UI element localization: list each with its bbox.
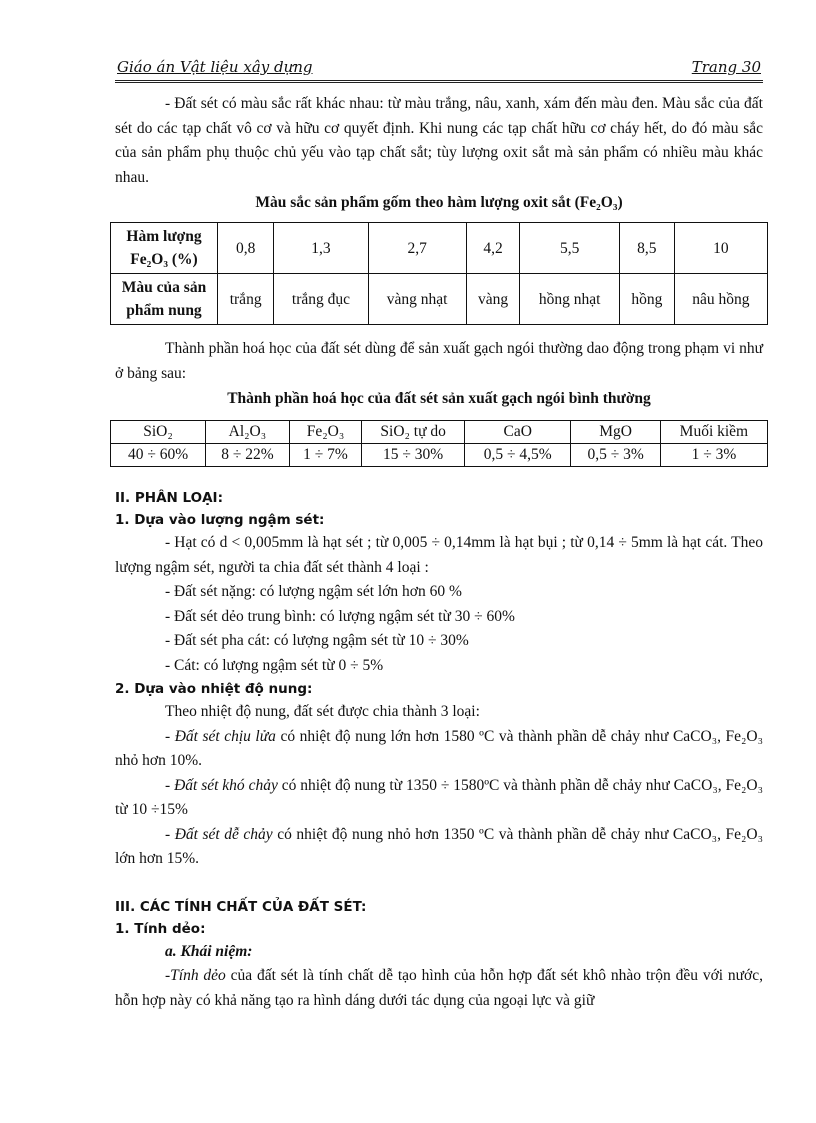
table-header-cell: SiO₂: [111, 421, 206, 444]
table-cell: hồng: [619, 274, 674, 325]
table-cell: 4,2: [466, 223, 520, 274]
table-cell: vàng nhạt: [368, 274, 466, 325]
table-row-header: Màu của sản phẩm nung: [111, 274, 218, 325]
list-item: - Đất sét nặng: có lượng ngậm sét lớn hơn 60 %: [165, 583, 462, 600]
subsection-heading-plasticity: 1. Tính dẻo:: [115, 920, 206, 937]
table-cell: 15 ÷ 30%: [362, 444, 465, 467]
table-cell: hồng nhạt: [520, 274, 619, 325]
paragraph-plasticity: -Tính dẻo của đất sét là tính chất dễ tạo hình của hỗn hợp đất sét khô nhào trộn đều với nước, hỗn hợp này có khả năng tạo ra hình dáng dưới tác dụng của ngoại lực và giữ: [115, 967, 764, 1009]
easy-melting-description: có nhiệt độ nung nhỏ hơn 1350 ºC và thành phần dễ chảy như CaCO₃, Fe₂O₃ lớn hơn 15%.: [115, 825, 763, 867]
table-cell: 8,5: [619, 223, 674, 274]
table-header-cell: Muối kiềm: [660, 421, 767, 444]
table-header-cell: SiO₂ tự do: [362, 421, 465, 444]
table-cell: vàng: [466, 274, 520, 325]
list-item: - Cát: có lượng ngậm sét từ 0 ÷ 5%: [165, 656, 384, 674]
list-item: - Đất sét dẻo trung bình: có lượng ngậm sét từ 30 ÷ 60%: [165, 607, 515, 625]
table-cell: 1 ÷ 7%: [289, 444, 361, 467]
term-plasticity: Tính dẻo: [170, 967, 226, 984]
table-cell: 1 ÷ 3%: [660, 444, 767, 467]
paragraph-particle-size: - Hạt có d < 0,005mm là hạt sét ; từ 0,005 ÷ 0,14mm là hạt bụi ; từ 0,14 ÷ 5mm là hạt cát. Theo lượng ngậm sét, người ta chia đất sét thành 4 loại :: [115, 534, 763, 576]
subheading-concept: [115, 940, 763, 965]
table-cell: 0,8: [218, 223, 274, 274]
table-cell: trắng đục: [274, 274, 368, 325]
table-row: [111, 223, 768, 274]
section-heading-classification: II. PHÂN LOẠI:: [115, 490, 223, 506]
paragraph-hard-melting-clay: - Đất sét khó chảy có nhiệt độ nung từ 1350 ÷ 1580ºC và thành phần dễ chảy như CaCO₃, Fe₂O₃ từ 10 ÷15%: [115, 776, 764, 818]
table2-caption: Thành phần hoá học của đất sét sản xuất gạch ngói bình thường: [227, 390, 651, 407]
table-cell: 0,5 ÷ 3%: [571, 444, 660, 467]
header-title: Giáo án Vật liệu xây dựng: [117, 58, 313, 76]
table1-caption: Màu sắc sản phẩm gốm theo hàm lượng oxit sắt (Fe₂O₃): [255, 194, 623, 211]
term-easy-melting: Đất sét dễ chảy: [174, 825, 273, 843]
table-cell: 0,5 ÷ 4,5%: [465, 444, 571, 467]
table-row: [111, 421, 768, 444]
paragraph-firing-intro: Theo nhiệt độ nung, đất sét được chia thành 3 loại:: [165, 703, 480, 720]
table-header-cell: CaO: [465, 421, 571, 444]
paragraph-clay-color: - Đất sét có màu sắc rất khác nhau: từ màu trắng, nâu, xanh, xám đến màu đen. Màu sắc của đất sét do các tạp chất vô cơ và hữu cơ quyết định. Khi nung các tạp chất hữu cơ cháy hết, do đó màu sắc của sản phẩm phụ thuộc chủ yếu vào tạp chất sắt; tùy lượng oxit sắt mà sản phẩm có nhiều màu khác nhau.: [115, 95, 763, 186]
refractory-description: có nhiệt độ nung lớn hơn 1580 ºC và thành phần dễ chảy như CaCO₃, Fe₂O₃ nhỏ hơn 10%.: [115, 727, 764, 769]
paragraph-easy-melting-clay: - Đất sét dễ chảy có nhiệt độ nung nhỏ hơn 1350 ºC và thành phần dễ chảy như CaCO₃, Fe₂O₃ lớn hơn 15%.: [115, 825, 763, 867]
paragraph-composition: Thành phần hoá học của đất sét dùng để sản xuất gạch ngói thường dao động trong phạm vi như ở bảng sau:: [115, 340, 763, 382]
paragraph-refractory-clay: - Đất sét chịu lửa có nhiệt độ nung lớn hơn 1580 ºC và thành phần dễ chảy như CaCO₃, Fe₂O₃ nhỏ hơn 10%.: [115, 727, 764, 769]
table-header-cell: Al₂O₃: [206, 421, 290, 444]
table-cell: 5,5: [520, 223, 619, 274]
table-row-header: Hàm lượng Fe₂O₃ (%): [111, 223, 218, 274]
table-row: [111, 274, 768, 325]
page-content: [115, 92, 763, 1013]
term-refractory: Đất sét chịu lửa: [174, 727, 276, 745]
page-header: [115, 56, 763, 83]
term-hard-melting: Đất sét khó chảy: [174, 776, 278, 794]
subsection-heading-firing-temp: 2. Dựa vào nhiệt độ nung:: [115, 681, 313, 697]
concept-label: a. Khái niệm:: [165, 942, 253, 960]
plasticity-description: của đất sét là tính chất dễ tạo hình của hỗn hợp đất sét khô nhào trộn đều với nước, hỗn hợp này có khả năng tạo ra hình dáng dưới tác dụng của ngoại lực và giữ: [115, 967, 764, 1009]
table-cell: 40 ÷ 60%: [111, 444, 206, 467]
list-item: - Đất sét pha cát: có lượng ngậm sét từ 10 ÷ 30%: [165, 632, 469, 649]
iron-oxide-color-table: [110, 222, 768, 325]
table-row: [111, 444, 768, 467]
table-cell: 10: [674, 223, 767, 274]
table-cell: trắng: [218, 274, 274, 325]
section-heading-properties: III. CÁC TÍNH CHẤT CỦA ĐẤT SÉT:: [115, 898, 367, 915]
table-cell: 8 ÷ 22%: [206, 444, 290, 467]
page-number: Trang 30: [691, 58, 761, 76]
subsection-heading-clay-content: 1. Dựa vào lượng ngậm sét:: [115, 512, 325, 528]
table-cell: nâu hồng: [674, 274, 767, 325]
table-cell: 1,3: [274, 223, 368, 274]
chemical-composition-table: [110, 420, 768, 467]
table-header-cell: MgO: [571, 421, 660, 444]
table-cell: 2,7: [368, 223, 466, 274]
table-header-cell: Fe₂O₃: [289, 421, 361, 444]
hard-melting-description: có nhiệt độ nung từ 1350 ÷ 1580ºC và thành phần dễ chảy như CaCO₃, Fe₂O₃ từ 10 ÷15%: [115, 776, 764, 818]
